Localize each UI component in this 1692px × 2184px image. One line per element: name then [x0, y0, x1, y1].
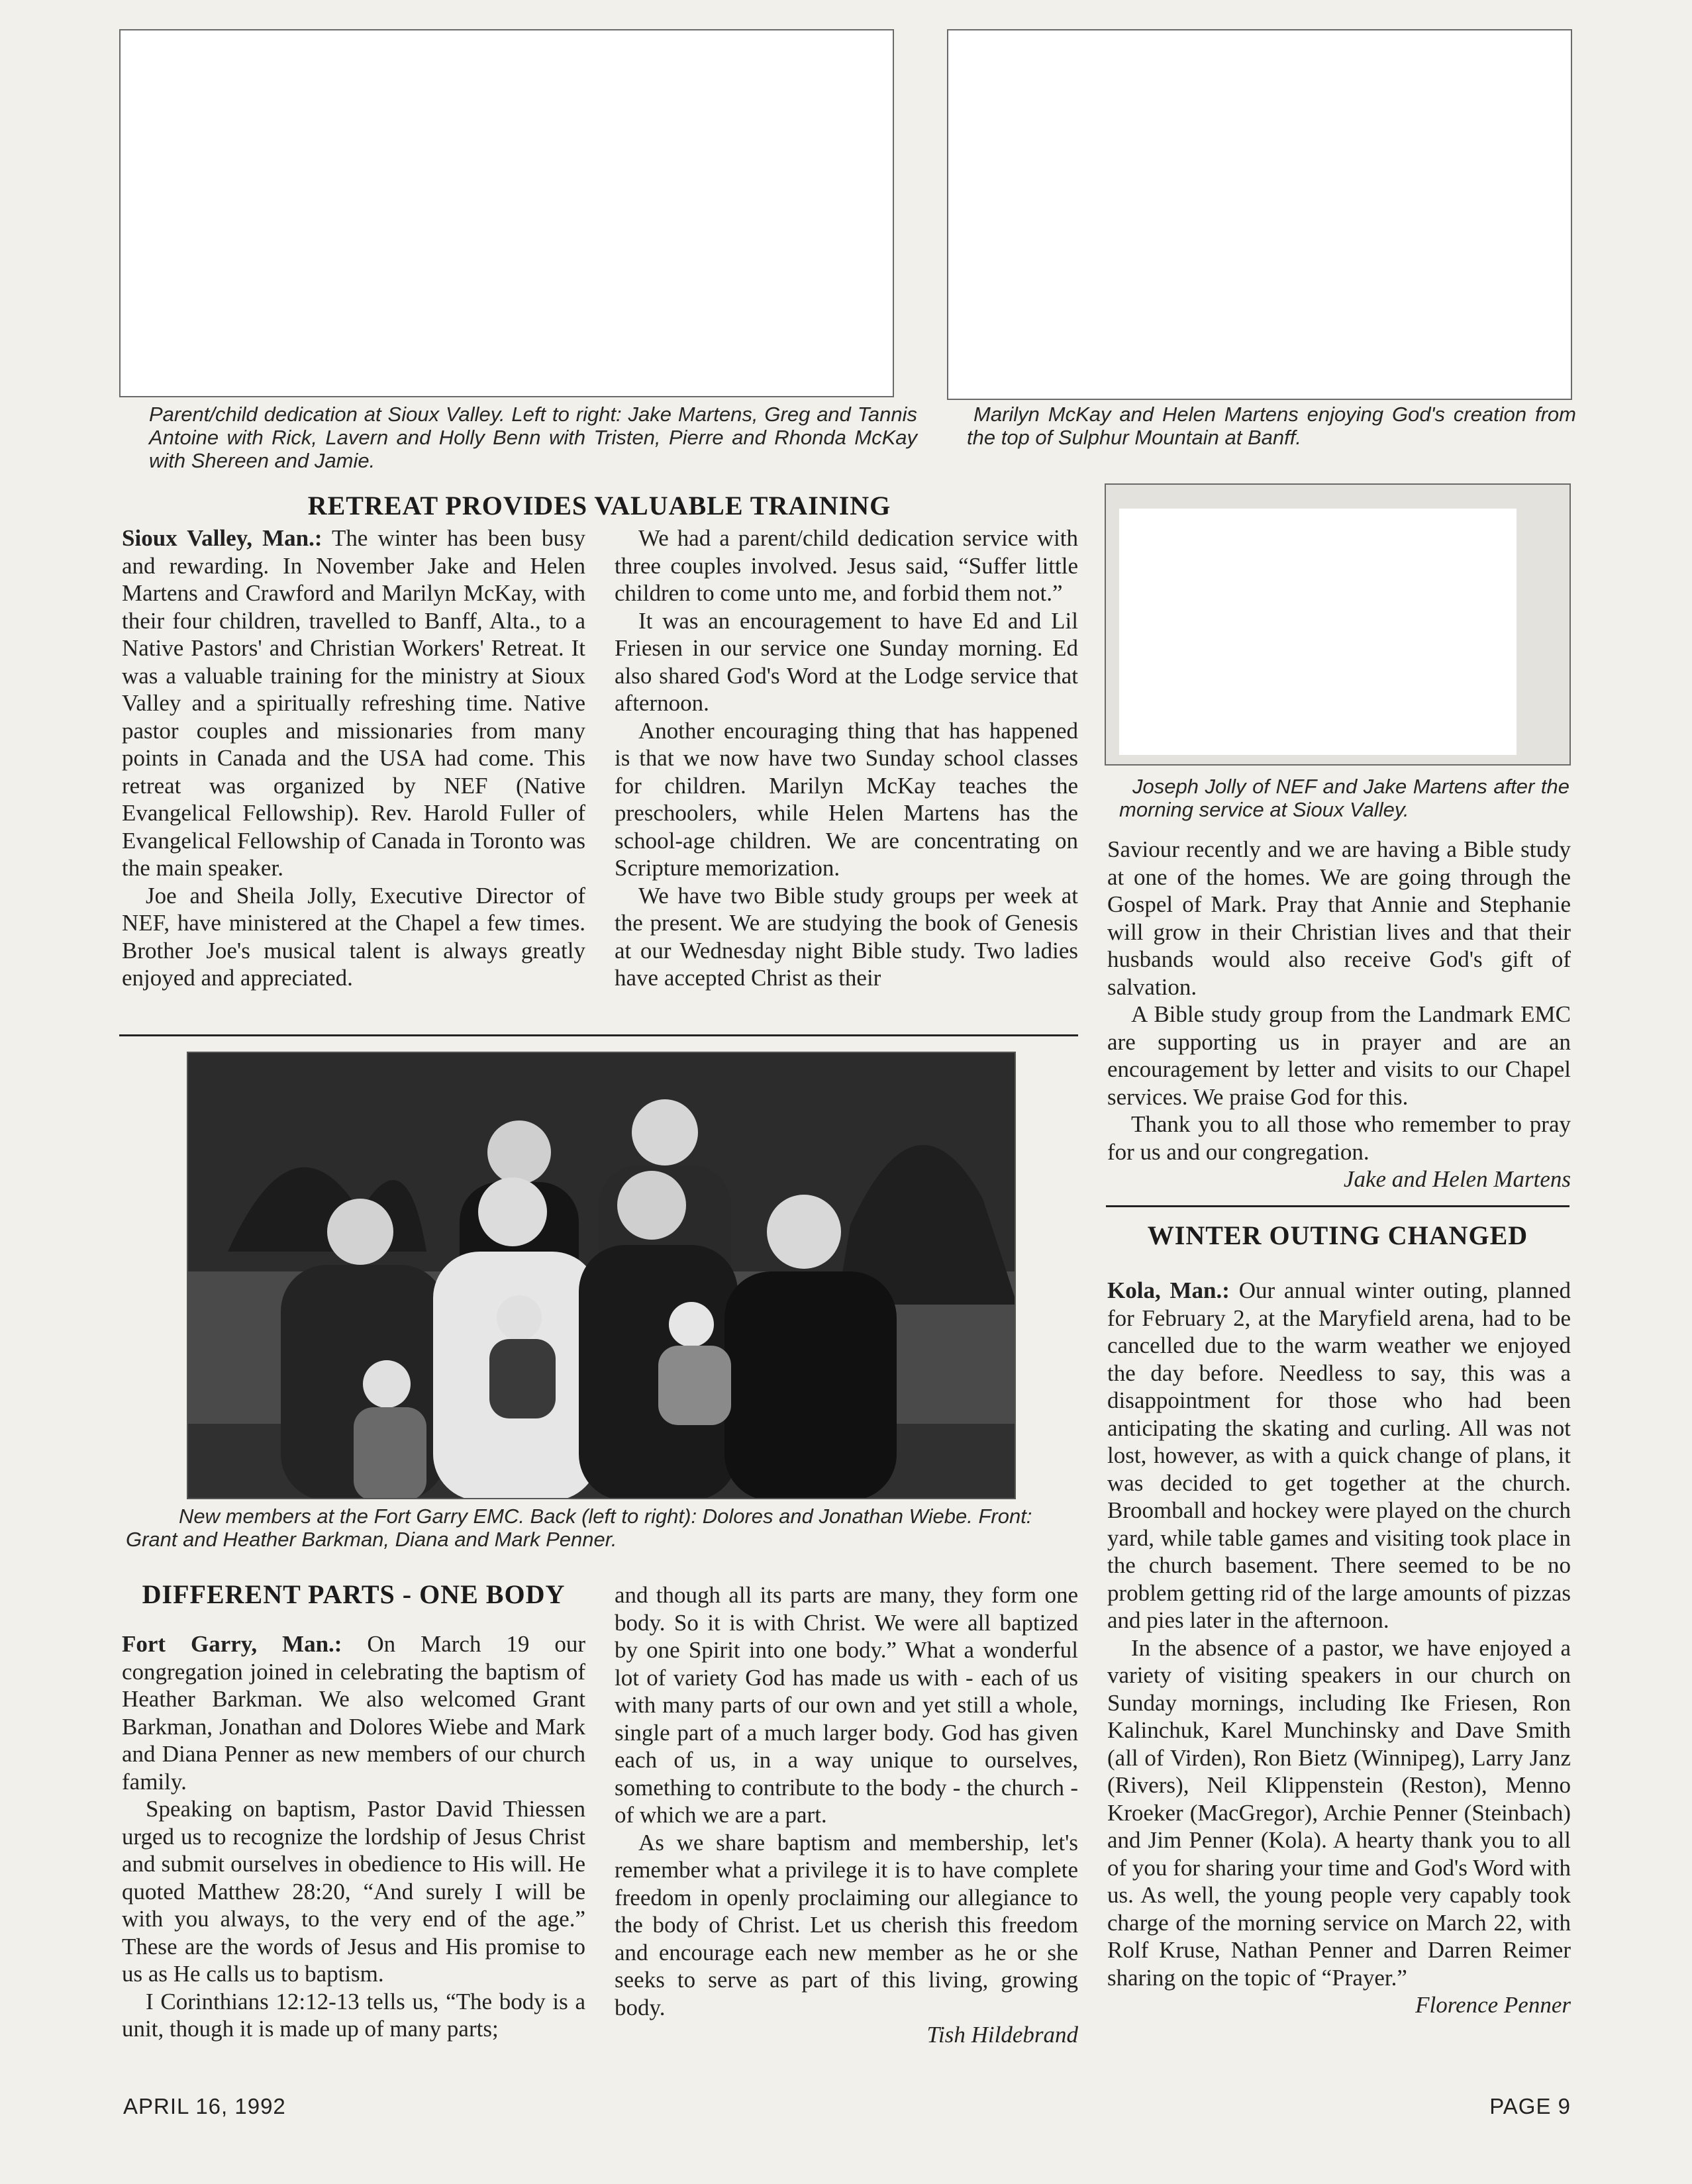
article-retreat-col1	[122, 524, 585, 992]
caption-joseph-jolly: Joseph Jolly of NEF and Jake Martens after the morning service at Sioux Valley.	[1119, 775, 1569, 821]
photo-sulphur-mountain	[947, 29, 1572, 400]
headline-different-parts: DIFFERENT PARTS - ONE BODY	[142, 1579, 566, 1609]
article-retreat-col3	[1107, 836, 1571, 1193]
article-different-parts-col1	[122, 1630, 585, 2043]
article-winter-outing	[1107, 1277, 1571, 2019]
person-head	[617, 1171, 686, 1240]
paragraph: Joe and Sheila Jolly, Executive Director of NEF, have ministered at the Chapel a few times. Brother Joe's musical talent is always greatly enjoyed and appreciated.	[122, 882, 585, 991]
paragraph: Thank you to all those who remember to pray for us and our congregation.	[1107, 1111, 1571, 1165]
headline-winter-outing: WINTER OUTING CHANGED	[1147, 1220, 1528, 1250]
child-head	[497, 1295, 542, 1340]
paragraph: The winter has been busy and rewarding. In November Jake and Helen Martens and Crawford and Marilyn McKay, with their four children, travelled to Banff, Alta., to a Native Pastors' and Christian Workers' Retreat. It was a valuable training for the ministry at Sioux Valley and a spiritually refreshing time. Native pastor couples and missionaries from many points in Canada and the USA had come. This retreat was organized by NEF (Native Evangelical Fellowship). Rev. Harold Fuller of Evangelical Fellowship of Canada in Toronto was the main speaker.	[122, 525, 585, 881]
signature-hildebrand: Tish Hildebrand	[926, 2022, 1078, 2048]
paragraph: Speaking on baptism, Pastor David Thiessen urged us to recognize the lordship of Jesus Christ and submit ourselves in obedience to His will. He quoted Matthew 28:20, “And surely I will be with you always, to the very end of the age.” These are the words of Jesus and His promise to us as He calls us to baptism.	[122, 1796, 585, 1987]
photo-joseph-jolly-inner	[1119, 509, 1517, 755]
paragraph: and though all its parts are many, they form one body. So it is with Christ. We were all baptized by one Spirit into one body.” What a wonderful lot of variety God has made us with - each of us with many parts of our own and yet still a whole, single part of a much larger body. God has given each of us, in a way unique to ourselves, something to contribute to the body - the church - of which we are a part.	[615, 1582, 1078, 1828]
person-head	[767, 1195, 841, 1269]
place-sioux-valley: Sioux Valley, Man.:	[122, 525, 323, 551]
caption-sulphur-mountain: Marilyn McKay and Helen Martens enjoying God's creation from the top of Sulphur Mountain at Banff.	[967, 403, 1576, 449]
article-different-parts-col2	[615, 1581, 1078, 2049]
headline-retreat: RETREAT PROVIDES VALUABLE TRAINING	[307, 491, 891, 521]
caption-new-members: New members at the Fort Garry EMC. Back (left to right): Dolores and Jonathan Wiebe. Front: Grant and Heather Barkman, Diana and Mark Penner.	[126, 1505, 1032, 1551]
child-head	[363, 1360, 411, 1408]
person-head	[327, 1199, 393, 1265]
paragraph: Another encouraging thing that has happened is that we now have two Sunday school classes for children. Marilyn McKay teaches the preschoolers, while Helen Martens has the school-age children. We are concentrating on Scripture memorization.	[615, 717, 1078, 881]
paragraph: As we share baptism and membership, let's remember what a privilege it is to have complete freedom in openly proclaiming our allegiance to the body of Christ. Let us cherish this freedom and encourage each new member as he or she seeks to serve as part of this living, growing body.	[615, 1829, 1078, 2020]
footer-page-number: PAGE 9	[1489, 2094, 1571, 2118]
person-head	[632, 1099, 698, 1166]
article-retreat-col2	[615, 524, 1078, 992]
photo-new-members	[187, 1052, 1016, 1499]
paragraph: Our annual winter outing, planned for February 2, at the Maryfield arena, had to be cancelled due to the warm weather we enjoyed the day before. Needless to say, this was a disappointment for those who had been anticipating the skating and curling. All was not lost, however, as with a quick change of plans, it was decided to get together at the church. Broomball and hockey were played on the church yard, while table games and visiting took place in the church basement. There seemed to be no problem getting rid of the large amounts of pizzas and pies later in the afternoon.	[1107, 1277, 1571, 1633]
footer-date: APRIL 16, 1992	[123, 2094, 286, 2118]
signature-martens: Jake and Helen Martens	[1343, 1166, 1571, 1192]
paragraph: We had a parent/child dedication service with three couples involved. Jesus said, “Suffer little children to come unto me, and forbid them not.”	[615, 525, 1078, 606]
person-head	[487, 1120, 551, 1184]
photo-joseph-jolly	[1105, 483, 1571, 766]
photo-parent-child-dedication	[119, 29, 894, 397]
place-fort-garry: Fort Garry, Man.:	[122, 1631, 342, 1657]
paragraph: A Bible study group from the Landmark EMC are supporting us in prayer and are an encouragement by letter and visits to our Chapel services. We praise God for this.	[1107, 1001, 1571, 1110]
paragraph: We have two Bible study groups per week at the present. We are studying the book of Genesis at our Wednesday night Bible study. Two ladies have accepted Christ as their	[615, 882, 1078, 991]
paragraph: I Corinthians 12:12-13 tells us, “The body is a unit, though it is made up of many parts;	[122, 1988, 585, 2042]
divider-article1	[119, 1034, 1078, 1036]
paragraph: On March 19 our congregation joined in celebrating the baptism of Heather Barkman. We also welcomed Grant Barkman, Jonathan and Dolores Wiebe and Mark and Diana Penner as new members of our church family.	[122, 1631, 585, 1795]
place-kola: Kola, Man.:	[1107, 1277, 1230, 1303]
paragraph: It was an encouragement to have Ed and Lil Friesen in our service one Sunday morning. Ed also shared God's Word at the Lodge service that afternoon.	[615, 607, 1078, 716]
person-head	[478, 1177, 547, 1246]
divider-right-column	[1106, 1205, 1569, 1207]
child-head	[669, 1302, 714, 1347]
paragraph: In the absence of a pastor, we have enjoyed a variety of visiting speakers in our church on Sunday mornings, including Ike Friesen, Ron Kalinchuk, Karel Munchinsky and Dave Smith (all of Virden), Ron Bietz (Winnipeg), Larry Janz (Rivers), Neil Klippenstein (Reston), Menno Kroeker (MacGregor), Archie Penner (Steinbach) and Jim Penner (Kola). A hearty thank you to all of you for sharing your time and God's Word with us. As well, the young people very capably took charge of the morning service on March 22, with Rolf Kruse, Nathan Penner and Darren Reimer sharing on the topic of “Prayer.”	[1107, 1634, 1571, 1991]
signature-penner: Florence Penner	[1415, 1992, 1571, 2018]
paragraph: Saviour recently and we are having a Bible study at one of the homes. We are going through the Gospel of Mark. Pray that Annie and Stephanie will grow in their Christian lives and that their husbands would also receive God's gift of salvation.	[1107, 836, 1571, 1000]
photo-new-members-art	[188, 1053, 1016, 1499]
caption-parent-child-dedication: Parent/child dedication at Sioux Valley. Left to right: Jake Martens, Greg and Tannis Antoine with Rick, Lavern and Holly Benn with Tristen, Pierre and Rhonda McKay with Shereen and Jamie.	[149, 403, 917, 472]
